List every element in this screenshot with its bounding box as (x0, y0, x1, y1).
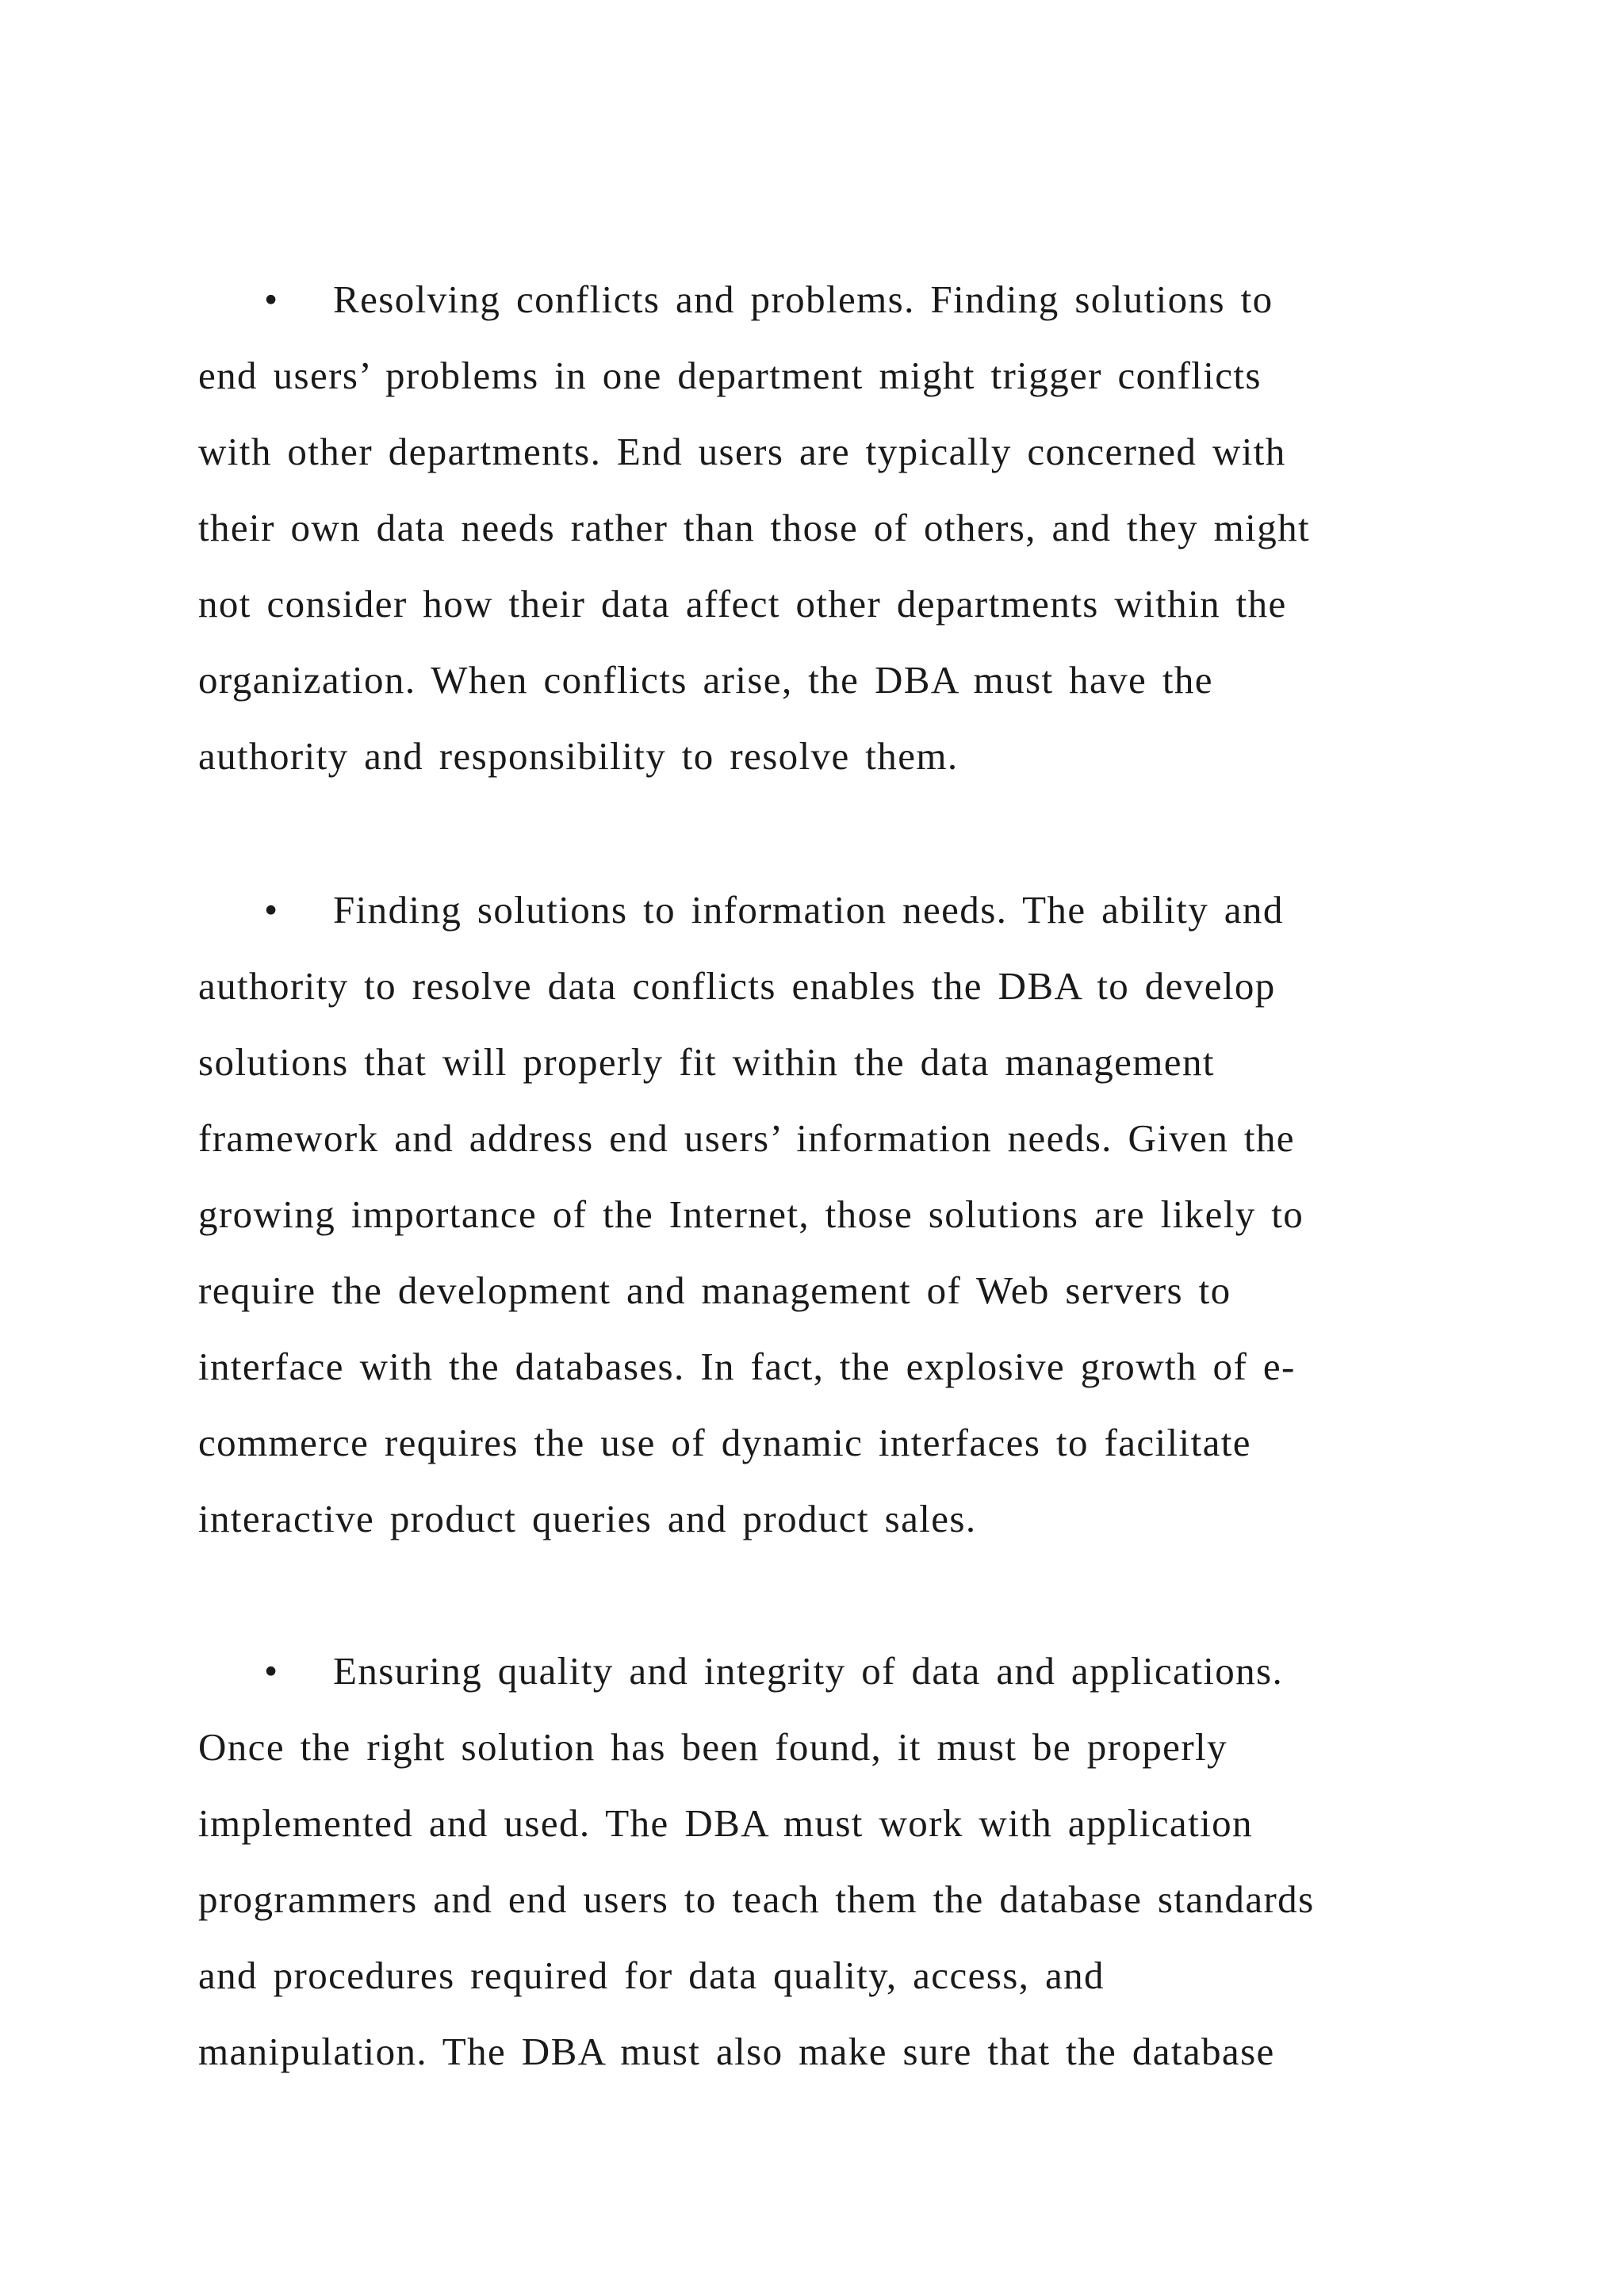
paragraph-line: implemented and used. The DBA must work with application (198, 1801, 1253, 1845)
paragraph-line: end users’ problems in one department might trigger conflicts (198, 354, 1262, 397)
paragraph-line-text: Ensuring quality and integrity of data and applications. (333, 1649, 1284, 1693)
bullet-paragraph-ensuring-quality (198, 1633, 1435, 2090)
paragraph-line-text: Finding solutions to information needs. The ability and (333, 888, 1284, 932)
paragraph-line (198, 1633, 1435, 1709)
paragraph-line: interactive product queries and product sales. (198, 1497, 977, 1540)
bullet-icon: • (264, 277, 279, 321)
bullet-paragraph-resolving-conflicts (198, 262, 1435, 794)
paragraph-line (198, 872, 1435, 948)
paragraph-line: not consider how their data affect other departments within the (198, 582, 1287, 626)
bullet-paragraph-finding-solutions (198, 872, 1435, 1557)
paragraph-line: with other departments. End users are typically concerned with (198, 430, 1286, 473)
paragraph-line: authority to resolve data conflicts enables the DBA to develop (198, 964, 1276, 1008)
paragraph-line: their own data needs rather than those of others, and they might (198, 506, 1311, 549)
paragraph-line: programmers and end users to teach them the database standards (198, 1877, 1315, 1921)
bullet-icon: • (264, 888, 279, 932)
paragraph-line: growing importance of the Internet, those solutions are likely to (198, 1192, 1304, 1236)
paragraph-line: commerce requires the use of dynamic interfaces to facilitate (198, 1421, 1251, 1464)
paragraph-line: interface with the databases. In fact, the explosive growth of e- (198, 1345, 1296, 1388)
paragraph-line: require the development and management of Web servers to (198, 1269, 1231, 1312)
paragraph-line: solutions that will properly fit within the data management (198, 1040, 1215, 1084)
paragraph-line-text: Resolving conflicts and problems. Finding solutions to (333, 277, 1274, 321)
paragraph-line: Once the right solution has been found, it must be properly (198, 1725, 1228, 1769)
paragraph-line (198, 262, 1435, 338)
bullet-icon: • (264, 1649, 279, 1693)
paragraph-line: and procedures required for data quality, access, and (198, 1954, 1105, 1997)
paragraph-line: organization. When conflicts arise, the DBA must have the (198, 658, 1213, 702)
paragraph-line: framework and address end users’ information needs. Given the (198, 1116, 1295, 1160)
paragraph-line: authority and responsibility to resolve them. (198, 734, 959, 778)
paragraph-line: manipulation. The DBA must also make sure that the database (198, 2030, 1275, 2073)
